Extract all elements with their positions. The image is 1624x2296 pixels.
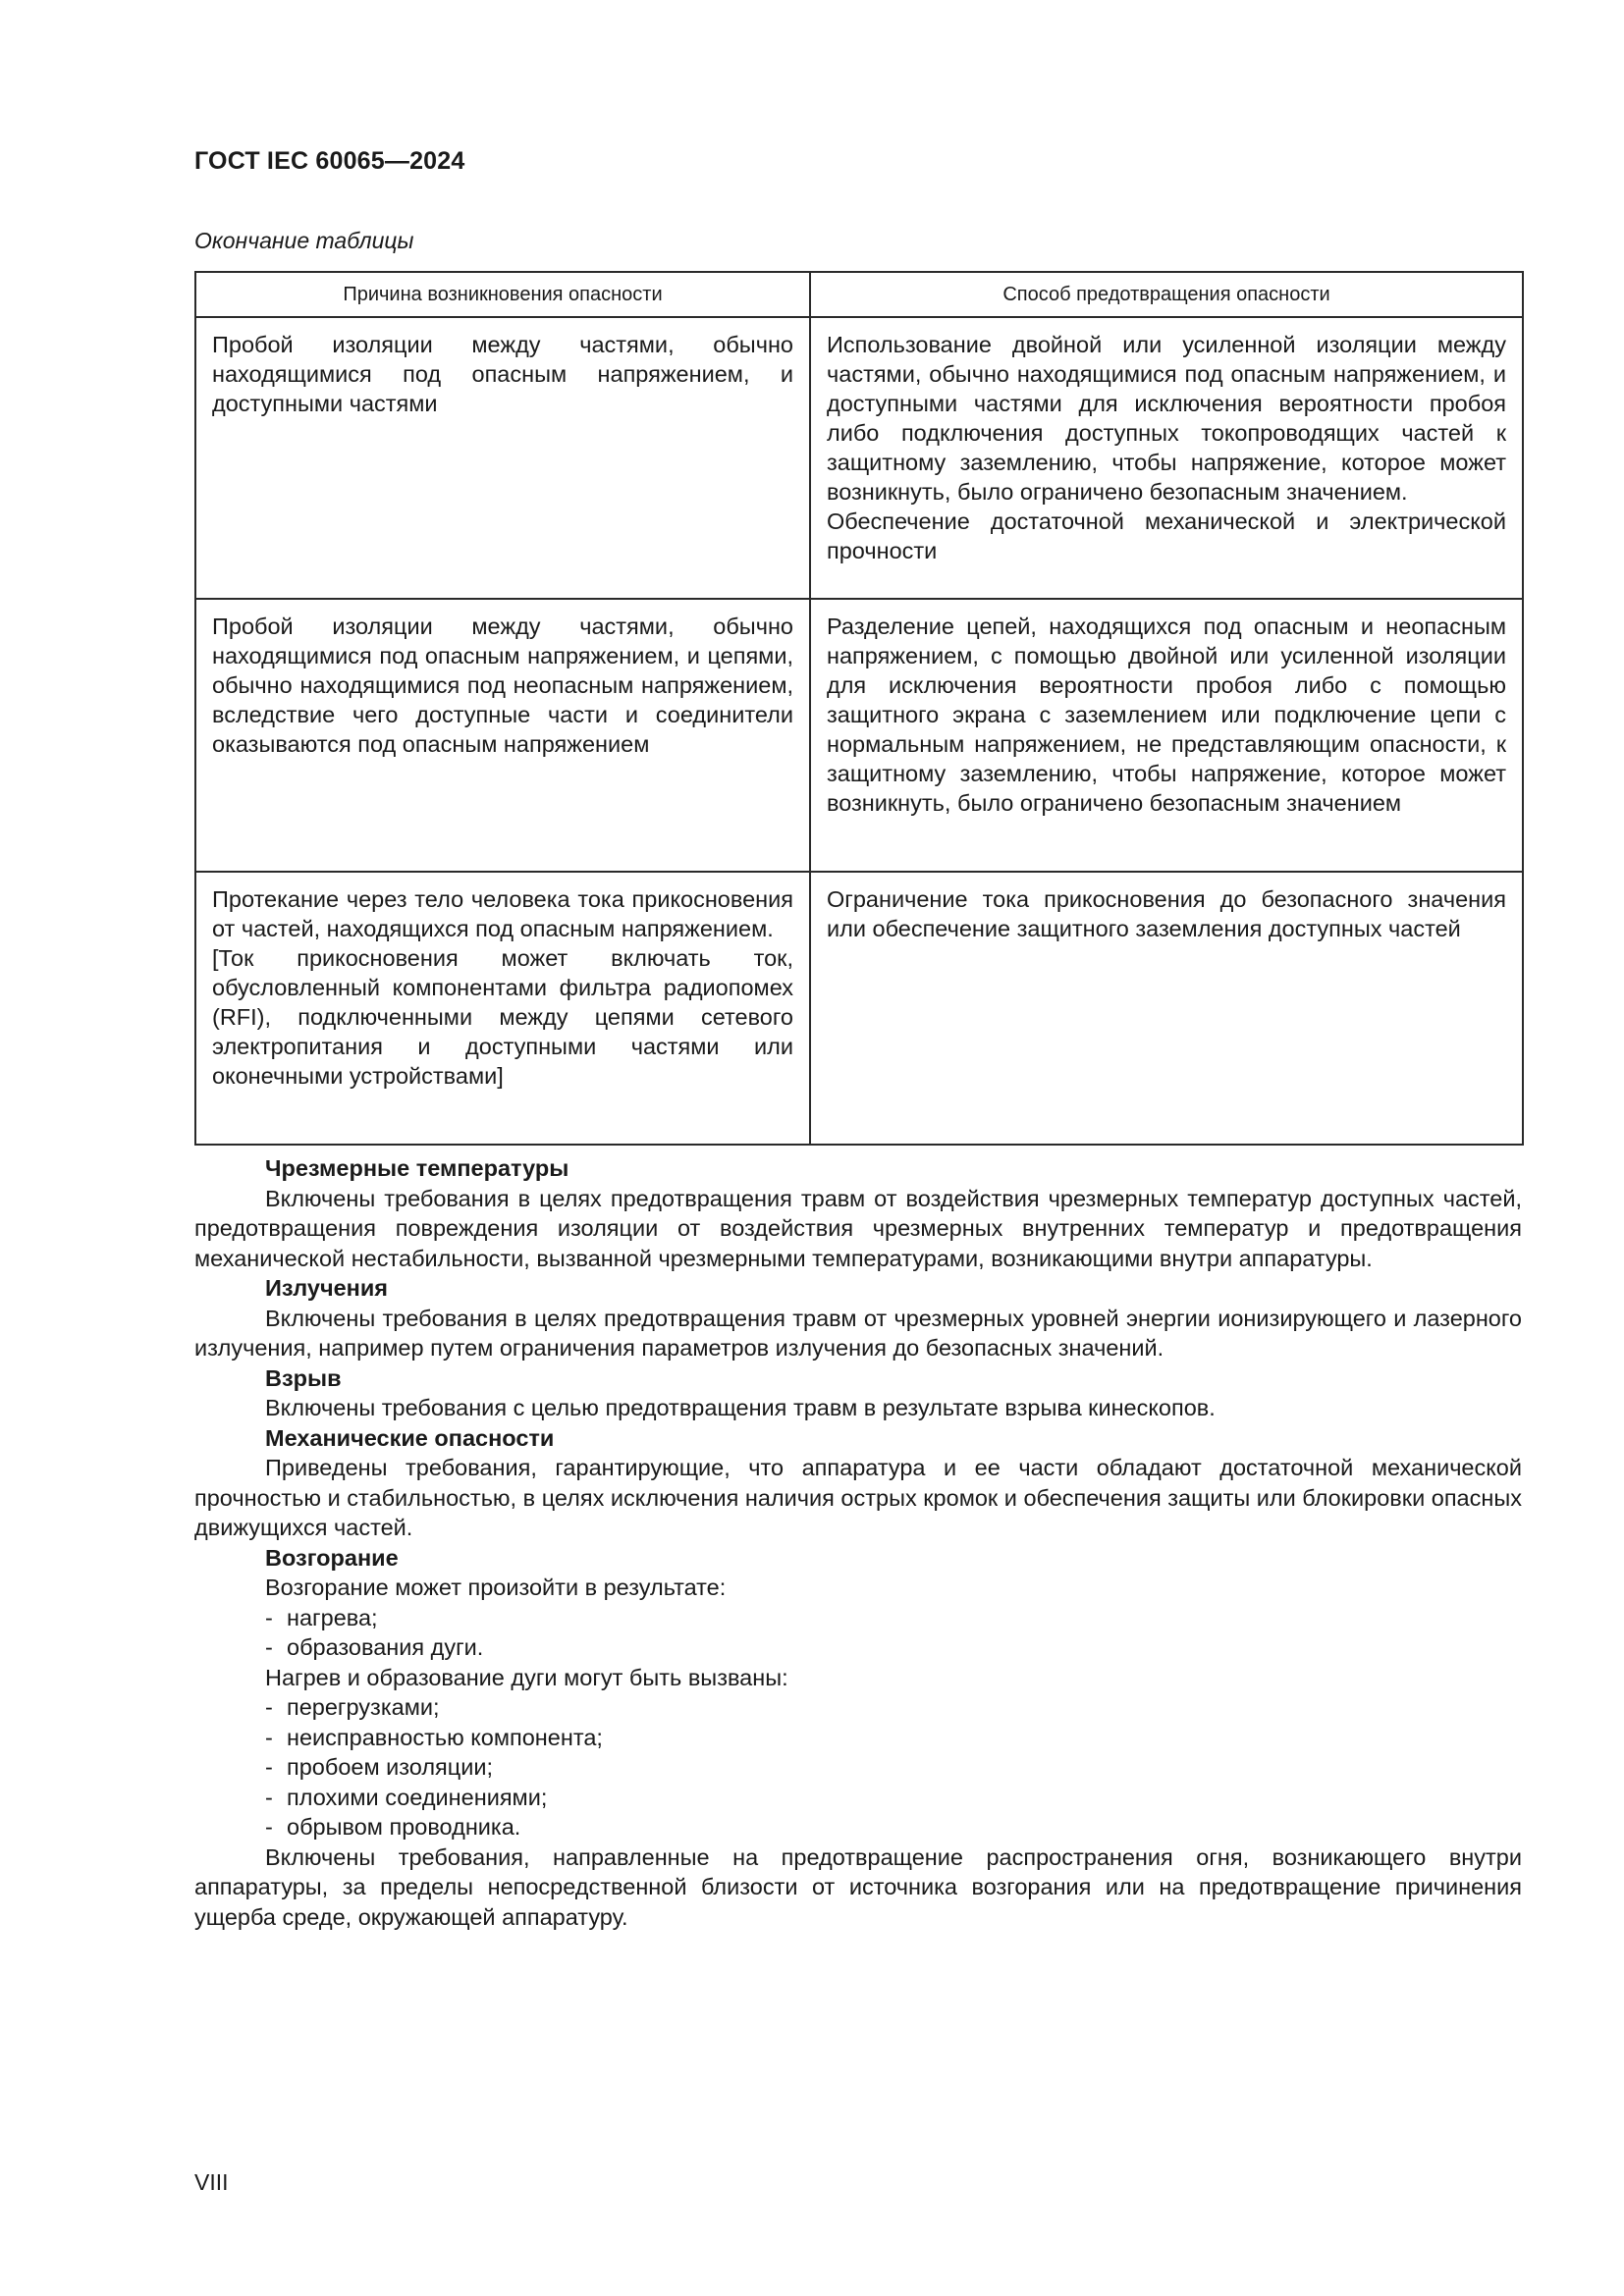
table-row — [195, 317, 1523, 599]
list-item-text: плохими соединениями; — [287, 1784, 548, 1810]
list-item: - образования дуги. — [265, 1634, 484, 1660]
hazards-table — [194, 271, 1524, 1146]
section-heading-implosion: Взрыв — [265, 1364, 342, 1391]
cell-paragraph: Использование двойной или усиленной изоляции между частями, обычно находящимися под опасным напряжением, и доступными частями для исключения вероятности пробоя либо подключения доступных токопроводящих частей к защитному заземлению, чтобы напряжение, которое может возникнуть, было ограничено безопасным значением. — [827, 332, 1506, 505]
list-item: - плохими соединениями; — [265, 1784, 548, 1810]
cell-paragraph: Разделение цепей, находящихся под опасным и неопасным напряжением, с помощью двойной или усиленной изоляции для исключения вероятности пробоя либо с помощью защитного экрана с заземлением или подключение цепи с нормальным напряжением, не представляющим опасности, к защитному заземлению, чтобы напряжение, которое может возникнуть, было ограничено безопасным значением — [827, 614, 1506, 816]
column-header-prevention: Способ предотвращения опасности — [810, 272, 1523, 317]
list-item-text: обрывом проводника. — [287, 1814, 521, 1840]
section-paragraph: Включены требования в целях предотвращения травм от чрезмерных уровней энергии ионизирующего и лазерного излучения, например путем ограничения параметров излучения до безопасных значений. — [194, 1305, 1522, 1361]
list-item-text: перегрузками; — [287, 1694, 440, 1720]
cell-paragraph: Протекание через тело человека тока прикосновения от частей, находящихся под опасным напряжением. — [212, 886, 793, 941]
cause-cell — [195, 872, 810, 1145]
section-paragraph: Приведены требования, гарантирующие, что аппаратура и ее части обладают достаточной механической прочностью и стабильностью, в целях исключения наличия острых кромок и обеспечения защиты или блокировки опасных движущихся частей. — [194, 1455, 1522, 1540]
table-header-row — [195, 272, 1523, 317]
section-heading-radiation: Излучения — [265, 1275, 389, 1301]
list-item-text: неисправностью компонента; — [287, 1724, 603, 1750]
list-item: - обрывом проводника. — [265, 1814, 521, 1840]
document-header: ГОСТ IEC 60065—2024 — [194, 147, 465, 175]
list-item: - перегрузками; — [265, 1694, 440, 1720]
section-paragraph: Нагрев и образование дуги могут быть вызваны: — [265, 1664, 788, 1690]
cause-cell — [195, 599, 810, 872]
list-item: - пробоем изоляции; — [265, 1754, 494, 1780]
table-row — [195, 872, 1523, 1145]
cause-cell — [195, 317, 810, 599]
page-number: VIII — [194, 2169, 229, 2195]
table-caption: Окончание таблицы — [194, 228, 414, 253]
cell-paragraph: [Ток прикосновения может включать ток, обусловленный компонентами фильтра радиопомех (RFI), подключенными между цепями сетевого электропитания и доступными частями или оконечными устройствами] — [212, 945, 793, 1089]
section-paragraph: Возгорание может произойти в результате: — [265, 1575, 727, 1600]
list-item-text: образования дуги. — [287, 1634, 484, 1660]
cell-paragraph: Пробой изоляции между частями, обычно находящимися под опасным напряжением, и цепями, обычно находящимися под неопасным напряжением, вследствие чего доступные части и соединители оказываются под опасным напряжением — [212, 614, 793, 757]
prevention-cell — [810, 599, 1523, 872]
list-item: - неисправностью компонента; — [265, 1724, 603, 1750]
table-row — [195, 599, 1523, 872]
column-header-cause: Причина возникновения опасности — [195, 272, 810, 317]
cell-paragraph: Обеспечение достаточной механической и электрической прочности — [827, 508, 1506, 563]
prevention-cell — [810, 872, 1523, 1145]
cell-paragraph: Пробой изоляции между частями, обычно находящимися под опасным напряжением, и доступными частями — [212, 332, 793, 416]
prevention-cell — [810, 317, 1523, 599]
section-heading-mechanical: Механические опасности — [265, 1424, 555, 1451]
body-text — [194, 1153, 1522, 1932]
section-heading-temperatures: Чрезмерные температуры — [265, 1155, 569, 1181]
list-item-text: пробоем изоляции; — [287, 1754, 494, 1780]
section-heading-fire: Возгорание — [265, 1544, 399, 1571]
list-item-text: нагрева; — [287, 1604, 378, 1630]
section-paragraph: Включены требования, направленные на предотвращение распространения огня, возникающего внутри аппаратуры, за пределы непосредственной близости от источника возгорания или на предотвращение причинения ущерба среде, окружающей аппаратуру. — [194, 1843, 1522, 1930]
section-paragraph: Включены требования с целью предотвращения травм в результате взрыва кинескопов. — [265, 1395, 1216, 1420]
list-item: - нагрева; — [265, 1604, 378, 1630]
cell-paragraph: Ограничение тока прикосновения до безопасного значения или обеспечение защитного заземления доступных частей — [827, 886, 1506, 941]
section-paragraph: Включены требования в целях предотвращения травм от воздействия чрезмерных температур доступных частей, предотвращения повреждения изоляции от воздействия чрезмерных внутренних температур и предотвращения механической нестабильности, вызванной чрезмерными температурами, возникающими внутри аппаратуры. — [194, 1185, 1522, 1271]
